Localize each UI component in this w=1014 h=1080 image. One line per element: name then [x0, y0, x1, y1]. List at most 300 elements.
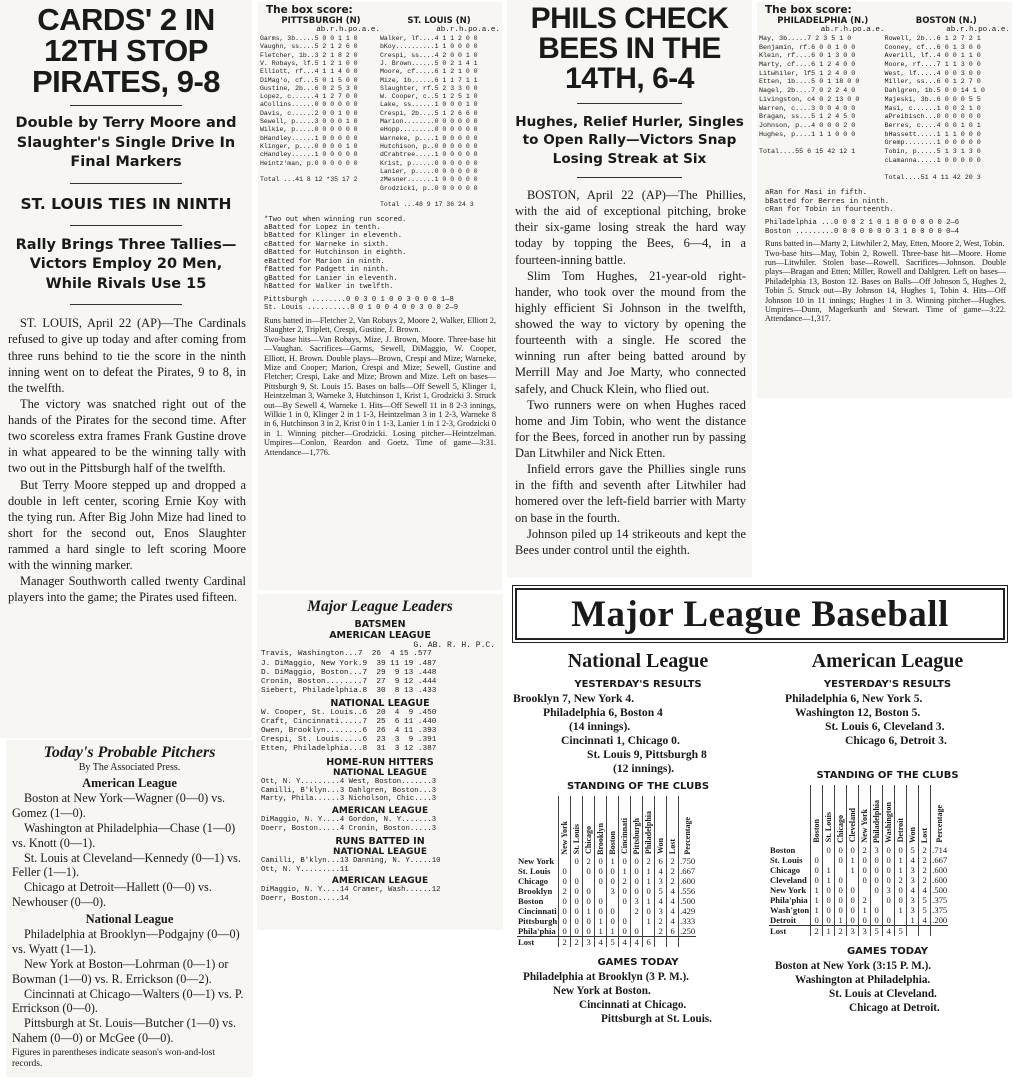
standings-lost-cell: 4: [619, 937, 631, 948]
standings-cell: 2: [667, 856, 679, 866]
leaders-american: AMERICAN LEAGUE: [329, 630, 431, 641]
mlb-al-game: Washington at Philadelphia.: [795, 973, 931, 986]
mlb-al-result: Washington 12, Boston 5.: [795, 705, 921, 719]
standings-cell: 2: [559, 886, 571, 896]
standings-cell: [811, 845, 823, 855]
standings-team: Cincinnati: [518, 906, 557, 917]
standings-column-header: [643, 796, 655, 856]
phils-paragraph: Infield errors gave the Phillies single runs in the fifth and seventh after Litwhiler had homered over the left-field barrier with Marty on base in the fourth.: [515, 462, 746, 525]
standings-team: St. Louis: [770, 854, 803, 865]
standings-cell: 1: [847, 865, 859, 875]
standings-cell: 0: [619, 886, 631, 896]
mlb-al-standings: [769, 785, 948, 936]
standings-team: Phila'phia: [518, 926, 556, 937]
standings-lost-cell: 4: [631, 937, 643, 948]
standings-cell: 2: [859, 845, 871, 855]
standings-cell: 4: [667, 906, 679, 916]
standings-column-header: [919, 785, 931, 845]
standings-cell: .375: [932, 904, 948, 915]
standings-cell: 4: [655, 896, 667, 906]
standings-cell: .600: [932, 874, 948, 885]
pirates-box-title: The box score:: [266, 4, 353, 16]
standings-cell: 0: [823, 845, 835, 855]
standings-cell: 3: [655, 906, 667, 916]
standings-cell: 0: [811, 915, 823, 926]
leaders-rbi-nl-rows: Camilli, B'klyn...13 Danning, N. Y.....10 Ott, N. Y.........11: [261, 857, 441, 874]
pitchers-nl-item: New York at Boston—Lohrman (0—1) or Bowman (1—0) vs. R. Errickson (0—2).: [12, 956, 229, 986]
standings-cell: 2: [919, 855, 931, 865]
standings-column-header: [595, 796, 607, 856]
mlb-al-game: Boston at New York (3:15 P. M.).: [775, 959, 932, 972]
standings-lost-cell: [931, 925, 949, 936]
standings-column-header: [823, 785, 835, 845]
standings-cell: 0: [571, 886, 583, 896]
standings-cell: 3: [631, 896, 643, 906]
mlb-nl-result: Cincinnati 1, Chicago 0.: [561, 733, 680, 747]
mlb-al-game: Chicago at Detroit.: [849, 1001, 940, 1014]
standings-row: [517, 916, 696, 926]
standings-lost-cell: 5: [871, 925, 883, 936]
mlb-al-games-title: GAMES TODAY: [846, 945, 929, 957]
standings-lost-row: [517, 937, 696, 948]
pitchers-al-item: Washington at Philadelphia—Chase (1—0) vs. Knott (0—1).: [12, 820, 236, 850]
pirates-box-summary: Runs batted in—Fletcher 2, Van Robays 2, Moore 2, Walker, Elliott 2, Slaughter 2, Triplett, Crespi, Gustine, J. Brown. Two-base hits—Van Robays, Mize, J. Brown, Moore. Three-base hit—Vaughan. Sacrifices—Garms, Sewell, DiMaggio, W. Cooper, Elliott, H. Brown. Double plays—Brown, Crespi and Mize; Warneke, Mize and Cooper; Marion, Crespi and Mize; Sewell, Gustine and Fletcher; Crespi, Lake and Mize; Brown and Mize. Left on bases—Pittsburgh 9, St. Louis 15. Bases on balls—Off Sewell 5, Klinger 1, Heintzelman 3, Warneke 3, Hutchinson 1, Krist 1, Grodzicki 3. Struck out—By Sewell 4, Warneke 1. Hits—Off Sewell 11 in 8 2-3 innings, Wilkie 1 in 0, Klinger 2 in 1 1-3, Heintzelman 3 in 1 2-3, Warneke 8 in 6, Hutchinson 3 in 2, Krist 0 in 1 1-3, Lanier 1 in 1 2-3, Grodzicki 0 in 1. Winning pitcher—Grodzicki. Losing pitcher—Heintzelman. Umpires—Conlon, Reardon and Goetz. Time of game—3:31. Attendance—1,776.: [264, 315, 496, 457]
standings-column-header: [607, 796, 619, 856]
leaders-hr-national: NATIONAL LEAGUE: [333, 768, 427, 779]
leaders-col-head: G. AB. R. H. P.C.: [413, 641, 495, 650]
standings-cell: [895, 915, 907, 926]
standings-cell: [823, 855, 835, 865]
standings-column-label: Washington: [884, 801, 894, 843]
standings-cell: 1: [811, 885, 823, 895]
standings-cell: 0: [619, 856, 631, 866]
standings-row: [517, 886, 696, 896]
standings-column-header: [631, 796, 643, 856]
standings-cell: 0: [643, 906, 655, 916]
standings-cell: 0: [631, 866, 643, 876]
mlb-nl-result: (14 innings).: [569, 719, 631, 733]
mlb-nl-result: Brooklyn 7, New York 4.: [513, 692, 635, 705]
standings-lost-cell: 4: [595, 937, 607, 948]
standings-column-label: Pittsburgh: [632, 817, 642, 855]
standings-cell: 0: [583, 896, 595, 906]
standings-cell: 0: [835, 845, 847, 855]
standings-cell: 0: [871, 915, 883, 926]
pitchers-title: Today's Probable Pitchers: [43, 744, 216, 761]
standings-team: Cleveland: [770, 874, 807, 885]
standings-cell: [643, 926, 655, 937]
standings-cell: 2: [619, 876, 631, 886]
pitchers-al-item: Chicago at Detroit—Hallett (0—0) vs. Newhouser (0—0).: [12, 880, 212, 910]
standings-corner: [517, 796, 559, 856]
standings-cell: 3: [883, 885, 895, 895]
standings-cell: 0: [583, 866, 595, 876]
standings-column-label: Won: [656, 838, 666, 855]
mlb-al-column: [765, 650, 1010, 1076]
pirates-box-right-lines: Walker, lf....4 1 1 2 0 0 bKoy..........1 1 0 0 0 0 Crespi, ss....4 2 0 0 1 0 J. Brown......5 0 2 1 4 1 Moore, cf.....6 1 2 1 0 0 Mize, 1b......6 1 1 7 1 1 Slaughter, rf.5 2 3 3 0 0 W. Cooper, c..5 1 2 5 1 0 Lake, ss......1 0 0 0 1 0 Crespi, 2b....5 1 2 6 6 0 Marion........0 0 0 0 0 0 eHopp.........0 0 0 0 0 0 Warneke, p....1 0 0 0 0 0 Hutchison, p..0 0 0 0 0 0 dCrabtree.....1 0 0 0 0 0 Krist, p......0 0 0 0 0 0 Lanier, p.....0 0 0 0 0 0 zMesner.......1 0 0 0 0 0 Grodzicki, p..0 0 0 0 0 0 Total ...48 9 17 36 24 3: [380, 34, 478, 209]
standings-cell: .667: [680, 866, 696, 877]
standings-lost-cell: 3: [583, 937, 595, 948]
standings-lost-cell: [667, 937, 679, 948]
standings-team: Boston: [770, 844, 796, 855]
pirates-box-notes: *Two out when winning run scored. aBatted for Lopez in tenth. bBatted for Klinger in eleventh. cBatted for Warneke in sixth. dBatted for Hutchinson in eighth. eBatted for Marion in ninth. fBatted for Padgett in ninth. gBatted for Lanier in eleventh. hBatted for Walker in twelfth.: [264, 215, 407, 292]
standings-cell: 1: [643, 896, 655, 906]
standings-cell: 3: [907, 865, 919, 875]
standings-cell: 0: [823, 905, 835, 915]
standings-cell: 5: [655, 886, 667, 896]
standings-header-row: [517, 796, 696, 856]
standings-cell: 2: [655, 916, 667, 926]
standings-cell: 0: [607, 866, 619, 876]
standings-cell: 1: [595, 926, 607, 937]
standings-column-label: Boston: [608, 830, 618, 855]
mlb-banner: Major League Baseball: [571, 594, 949, 635]
standings-row: [769, 845, 948, 855]
standings-cell: 0: [835, 855, 847, 865]
standings-column-label: Cincinnati: [620, 818, 630, 855]
standings-cell: 1: [607, 926, 619, 937]
standings-cell: 1: [583, 906, 595, 916]
standings-cell: [619, 906, 631, 916]
standings-cell: 0: [859, 875, 871, 885]
standings-cell: .600: [932, 864, 948, 875]
standings-row: [769, 865, 948, 875]
phils-box-left-head: PHILADELPHIA (N.): [777, 16, 869, 26]
standings-cell: 3: [907, 905, 919, 915]
standings-cell: 0: [595, 876, 607, 886]
standings-cell: 1: [835, 915, 847, 926]
standings-cell: 0: [583, 886, 595, 896]
standings-cell: 0: [571, 906, 583, 916]
pitchers-al-item: Boston at New York—Wagner (0—0) vs. Gomez (1—0).: [12, 791, 226, 820]
standings-cell: 1: [859, 905, 871, 915]
standings-cell: 0: [871, 855, 883, 865]
standings-column-header: [655, 796, 667, 856]
standings-column-header: [883, 785, 895, 845]
standings-lost-cell: 3: [847, 925, 859, 936]
pitchers-al-item: St. Louis at Cleveland—Kennedy (0—1) vs. Feller (1—1).: [12, 850, 241, 880]
pitchers-nl-item: Cincinnati at Chicago—Walters (0—1) vs. P. Errickson (0—0).: [12, 986, 244, 1016]
standings-cell: 1: [895, 855, 907, 865]
mlb-nl-column: [513, 650, 763, 1076]
standings-cell: 2: [919, 845, 931, 855]
phils-box-right-head: BOSTON (N.): [915, 16, 977, 26]
phils-paragraph: Two runners were on when Hughes raced home and Jim Tobin, who went the distance for the Bees, forced in another run by passing Dan Litwhiler and Nick Etten.: [515, 397, 746, 461]
standings-cell: 4: [667, 896, 679, 906]
pitchers-byline: By The Associated Press.: [78, 762, 181, 773]
standings-cell: .250: [680, 926, 696, 937]
mlb-clip: [509, 582, 1012, 1078]
standings-cell: 0: [571, 916, 583, 926]
standings-cell: 0: [823, 895, 835, 905]
phils-headline: PHILS CHECK BEES IN THE 14TH, 6-4: [530, 2, 729, 95]
standings-row: [769, 895, 948, 905]
standings-cell: 4: [919, 885, 931, 895]
standings-lost-cell: 2: [571, 937, 583, 948]
phils-box-title: The box score:: [765, 4, 852, 16]
standings-column-header: [835, 785, 847, 845]
leaders-al-rows: Travis, Washington...7 26 4 15 .577 J. DiMaggio, New York.9 39 11 19 .487 D. DiMaggio, Boston...7 29 9 13 .448 Cronin, Boston........7 27 9 12 .444 Siebert, Philadelphia.8 30 8 13 .433: [261, 650, 437, 695]
standings-cell: 0: [619, 926, 631, 937]
phils-box-summary: Runs batted in—Marty 2, Litwhiler 2, May, Etten, Moore 2, West, Tobin. Two-base hits—May, Tobin 2, Rowell. Three-base hit—Moore. Home run—Litwhiler. Stolen base—Rowell. Sacrifices—Johnson. Double plays—Bragan and Etten; Miller, Rowell and Dahlgren. Left on bases—Philadelphia 13, Boston 12. Bases on Balls—Off Johnson 5, Hughes 2, Tobin 5. Struck out—By Johnson 14, Hughes 1, Tobin 4. Hits—Off Johnson 10 in 11 innings; Hughes 1 in 3. Winning pitcher—Hughes. Umpires—Dunn, Magerkurth and Stewart. Time of game—3:22. Attendance—1,317.: [765, 239, 1006, 324]
standings-column-label: New York: [560, 820, 570, 855]
standings-column-label: Philadelphia: [872, 799, 882, 843]
standings-row: [517, 906, 696, 916]
mlb-nl-game: New York at Boston.: [553, 985, 651, 998]
standings-cell: 0: [883, 875, 895, 885]
mlb-nl-game: Pittsburgh at St. Louis.: [601, 1013, 712, 1026]
standings-cell: .333: [680, 916, 696, 927]
standings-cell: 1: [811, 905, 823, 915]
standings-lost-cell: 2: [835, 925, 847, 936]
standings-cell: 0: [847, 905, 859, 915]
cardinals-paragraph: The victory was snatched right out of the hands of the Pirates for the second time. After two scoreless extra frames Frank Gustine drove in what appeared to be the winning tally with two out in the Pittsburgh half of the twelfth.: [8, 396, 246, 476]
standings-row: [769, 875, 948, 885]
standings-cell: .600: [680, 876, 696, 887]
standings-cell: 1: [823, 875, 835, 885]
standings-lost-label: Lost: [770, 925, 787, 936]
standings-cell: 0: [871, 865, 883, 875]
standings-column-label: Lost: [920, 827, 930, 843]
standings-column-label: Percentage: [683, 816, 693, 855]
standings-row: [769, 915, 948, 926]
mlb-al-result: Chicago 6, Detroit 3.: [845, 733, 947, 747]
standings-column-header: [811, 785, 823, 845]
standings-team: Brooklyn: [518, 886, 553, 897]
pirates-box-right-head: ST. LOUIS (N): [407, 16, 471, 26]
standings-team: St. Louis: [518, 866, 551, 877]
standings-cell: .429: [680, 906, 696, 917]
standings-cell: 0: [619, 916, 631, 926]
standings-cell: 3: [871, 845, 883, 855]
leaders-rbi-national: NATIONAL LEAGUE: [333, 847, 427, 858]
standings-column-header: [907, 785, 919, 845]
standings-cell: 0: [847, 915, 859, 926]
standings-lost-cell: 4: [883, 925, 895, 936]
standings-cell: 0: [811, 855, 823, 865]
standings-column-header: [571, 796, 583, 856]
standings-column-header: [895, 785, 907, 845]
standings-cell: [631, 916, 643, 926]
standings-cell: 0: [559, 906, 571, 916]
standings-cell: 0: [859, 855, 871, 865]
standings-row: [517, 866, 696, 876]
pirates-box-subhead: ab.r.h.po.a.e.: [316, 26, 380, 34]
standings-cell: 1: [823, 865, 835, 875]
standings-lost-cell: 2: [559, 937, 571, 948]
standings-cell: 0: [571, 876, 583, 886]
standings-cell: 2: [583, 856, 595, 866]
phils-paragraph: Slim Tom Hughes, 21-year-old right-hander, who took over the mound from the highly efficient Si Johnson in the twelfth, showed the way to victory by opening the fourteenth with a single. He scored the winning run after being batted around by Merrill May and Joe Marty, who connected safely, and Chuck Klein, who flied out.: [515, 268, 746, 396]
leaders-national: NATIONAL LEAGUE: [330, 697, 430, 709]
mlb-nl-result: St. Louis 9, Pittsburgh 8: [587, 747, 707, 761]
standings-header-row: [769, 785, 948, 845]
leaders-clip: [257, 594, 503, 930]
standings-cell: [571, 866, 583, 876]
standings-cell: 0: [859, 865, 871, 875]
standings-lost-cell: 3: [859, 925, 871, 936]
standings-cell: .500: [680, 896, 696, 907]
pirates-box-left-lines: Garms, 3b.....5 0 0 1 1 0 Vaughn, ss....5 2 1 2 6 0 Fletcher, 1b..3 2 1 8 2 0 V. Robays, lf.5 1 2 1 0 0 Elliott, rf...4 1 1 4 0 0 DiMag'o, cf...5 0 1 5 0 0 Gustine, 2b...6 0 2 5 3 0 Lopez, c......4 1 2 7 0 0 aCollins......0 0 0 0 0 0 Davis, c......2 0 0 1 0 0 Sewell, p.....3 0 0 0 1 0 Wilkie, p.....0 0 0 0 0 0 bHandley......1 0 0 0 0 0 Klinger, p....0 0 0 0 1 0 cHandley......1 0 0 0 0 0 Heintz'man, p.0 0 0 0 0 0 Total ...41 8 12 *35 17 2: [260, 34, 358, 184]
standings-lost-cell: [655, 937, 667, 948]
leaders-nl-rows: W. Cooper, St. Louis..6 20 4 9 .450 Craft, Cincinnati.....7 25 6 11 .440 Owen, Brooklyn........6 26 4 11 .393 Crespi, St. Louis.....6 23 3 9 .391 Etten, Philadelphia...8 31 3 12 .387: [261, 708, 437, 754]
phils-box-notes: aRan for Masi in fifth. bBatted for Berres in ninth. cRan for Tobin in fourteenth.: [765, 188, 894, 215]
standings-team: Chicago: [770, 864, 801, 875]
standings-column-label: Philadelphia: [644, 811, 654, 855]
standings-lost-label: Lost: [518, 937, 535, 948]
cardinals-deck-1: Double by Terry Moore and Slaughter's Single Drive In Final Markers: [15, 115, 237, 171]
phils-box-linescore: Philadelphia ...0 0 0 2 1 0 1 0 0 0 0 0 0 2—6 Boston .........0 0 0 0 0 0 0 3 1 0 0 0 0 0—4: [765, 219, 960, 236]
standings-cell: 0: [895, 895, 907, 905]
standings-column-header: [931, 785, 949, 845]
standings-cell: 0: [883, 855, 895, 865]
phils-story-clip: [507, 0, 752, 578]
standings-cell: 1: [619, 866, 631, 876]
standings-row: [769, 885, 948, 895]
pitchers-nl-item: Pittsburgh at St. Louis—Butcher (1—0) vs. Nahem (0—0) or McGee (0—0).: [12, 1016, 237, 1046]
standings-column-label: Cleveland: [848, 808, 858, 843]
phils-paragraph: Johnson piled up 14 strikeouts and kept the Bees under control until the eighth.: [515, 526, 746, 557]
standings-cell: 2: [667, 866, 679, 876]
mlb-nl-results-title: YESTERDAY'S RESULTS: [574, 679, 702, 690]
phils-box-left-lines: May, 3b.....7 2 3 5 1 0 Benjamin, rf.6 0 0 1 0 0 Klein, rf....6 0 1 3 0 0 Marty, cf....6 1 2 4 0 0 Litwhiler, lf5 1 2 4 0 0 Etten, 1b....5 0 1 18 0 0 Nagel, 2b....7 0 2 2 4 0 Livingston, c4 0 2 13 0 0 Warren, c....3 0 0 4 0 0 Bragan, ss...5 1 2 4 5 0 Johnson, p...4 0 0 0 2 0 Hughes, p....1 1 1 0 0 0 Total....55 6 15 42 12 1: [759, 34, 860, 157]
pitchers-clip: [6, 740, 253, 1077]
mlb-al-results-title: YESTERDAY'S RESULTS: [823, 679, 952, 690]
standings-cell: 0: [871, 905, 883, 915]
mlb-nl-game: Philadelphia at Brooklyn (3 P. M.).: [523, 971, 689, 984]
standings-lost-cell: [919, 925, 931, 936]
standings-cell: 2: [919, 875, 931, 885]
standings-cell: 0: [631, 856, 643, 866]
standings-cell: 0: [559, 866, 571, 876]
leaders-hr-american: AMERICAN LEAGUE: [331, 806, 429, 817]
standings-cell: 0: [619, 896, 631, 906]
standings-cell: 0: [631, 926, 643, 937]
standings-cell: 0: [559, 926, 571, 937]
standings-cell: [607, 896, 619, 906]
standings-row: [769, 905, 948, 915]
standings-cell: 5: [919, 905, 931, 915]
standings-cell: 0: [847, 885, 859, 895]
standings-cell: [883, 905, 895, 915]
standings-cell: .750: [680, 856, 696, 867]
standings-cell: 0: [859, 915, 871, 926]
standings-cell: 0: [607, 906, 619, 916]
standings-column-label: Percentage: [935, 805, 945, 843]
standings-column-label: Detroit: [896, 818, 906, 843]
pitchers-nl-item: Philadelphia at Brooklyn—Podgajny (0—0) vs. Wyatt (1—1).: [12, 927, 240, 956]
phils-box-right-lines: Rowell, 2b...6 1 2 7 2 1 Cooney, cf...6 0 1 3 0 0 Averill, lf..4 0 0 1 1 0 Moore, rf....7 1 1 3 0 0 West, lf.....4 0 0 3 0 0 Miller, ss...6 0 1 2 7 0 Dahlgren, 1b.5 0 0 14 1 0 Majeski, 3b..6 0 0 0 5 5 Masi, c......1 0 0 2 1 0 aPreibisch...0 0 0 0 0 0 Berres, c....4 0 0 1 0 1 bHassett.....1 1 1 0 0 0 Gremp........1 0 0 0 0 0 Tobin, p.....5 1 3 1 3 0 cLamanna.....1 0 0 0 0 0 Total....51 4 11 42 20 3: [884, 34, 985, 183]
standings-cell: 6: [667, 926, 679, 937]
standings-cell: 1: [907, 915, 919, 926]
cardinals-deck-3: Rally Brings Three Tallies—Victors Employ 20 Men, While Rivals Use 15: [15, 236, 237, 292]
leaders-rbi-al-rows: DiMaggio, N. Y....14 Cramer, Wash......12 Doerr, Boston.....14: [261, 886, 441, 904]
standings-lost-cell: [679, 937, 697, 948]
standings-team: Wash'gton: [770, 904, 810, 915]
standings-team: Boston: [518, 896, 544, 907]
phils-box-clip: [757, 2, 1012, 398]
phils-box-subhead: ab.r.h.po.a.e.: [946, 26, 1010, 34]
standings-cell: 2: [895, 875, 907, 885]
standings-cell: 3: [655, 876, 667, 886]
standings-cell: 0: [835, 885, 847, 895]
leaders-hr-nl-rows: Ott, N. Y.........4 West, Boston.......3 Camilli, B'klyn...3 Dahlgren, Boston...3 Marty, Phila......3 Nicholson, Chic....3: [261, 778, 437, 804]
standings-cell: 4: [907, 885, 919, 895]
standings-team: New York: [518, 856, 555, 867]
mlb-nl-result: (12 innings).: [613, 761, 675, 775]
pirates-box-clip: [258, 2, 502, 590]
leaders-batsmen: BATSMEN: [354, 619, 406, 630]
standings-team: New York: [770, 884, 807, 895]
standings-column-header: [667, 796, 679, 856]
pirates-box-linescore: Pittsburgh ........0 0 3 0 1 0 0 3 0 0 0 1—8 St. Louis ..........0 0 1 0 0 4 0 0 3 0 0 2—9: [264, 295, 459, 313]
standings-lost-cell: 5: [895, 925, 907, 936]
standings-row: [517, 926, 696, 937]
mlb-nl-standing-title: STANDING OF THE CLUBS: [566, 781, 710, 793]
standings-cell: 4: [919, 915, 931, 926]
standings-column-label: St. Louis: [824, 812, 834, 843]
standings-cell: .500: [932, 884, 948, 895]
standings-cell: 0: [583, 926, 595, 937]
standings-cell: [559, 856, 571, 866]
standings-column-header: [679, 796, 697, 856]
standings-cell: .375: [932, 894, 948, 905]
standings-column-label: Lost: [668, 839, 678, 855]
mlb-al-title: American League: [811, 650, 964, 672]
leaders-hr-al-rows: DiMaggio, N. Y....4 Gordon, N. Y.......3 Doerr, Boston.....4 Cronin, Boston.....3: [261, 816, 437, 833]
pitchers-footnote: Figures in parentheses indicate season's won-and-lost records.: [12, 1048, 216, 1070]
standings-cell: 0: [883, 915, 895, 926]
standings-cell: 0: [883, 895, 895, 905]
standings-cell: 3: [907, 895, 919, 905]
standings-column-label: Chicago: [584, 826, 594, 855]
standings-cell: 0: [823, 885, 835, 895]
standings-cell: 4: [907, 855, 919, 865]
standings-column-header: [871, 785, 883, 845]
mlb-al-game: St. Louis at Cleveland.: [829, 987, 937, 1000]
standings-column-label: Brooklyn: [596, 822, 606, 855]
standings-cell: 0: [583, 916, 595, 926]
standings-cell: 1: [643, 876, 655, 886]
standings-lost-row: [769, 925, 948, 936]
standings-cell: 0: [559, 896, 571, 906]
standings-lost-cell: 5: [607, 937, 619, 948]
standings-cell: 1: [607, 856, 619, 866]
standings-column-header: [847, 785, 859, 845]
standings-cell: 0: [595, 906, 607, 916]
standings-lost-cell: 6: [643, 937, 655, 948]
phils-deck: Hughes, Relief Hurler, Singles to Open Rally—Victors Snap Losing Streak at Six: [515, 114, 744, 167]
standings-cell: [859, 885, 871, 895]
standings-cell: 0: [571, 926, 583, 937]
standings-lost-cell: [907, 925, 919, 936]
standings-column-label: Won: [908, 826, 918, 843]
mlb-banner-box: [515, 588, 1005, 640]
standings-cell: 0: [883, 845, 895, 855]
standings-cell: 0: [811, 875, 823, 885]
mlb-al-result: Philadelphia 6, New York 5.: [785, 692, 923, 705]
standings-cell: 5: [919, 895, 931, 905]
mlb-al-result: St. Louis 6, Cleveland 3.: [825, 719, 945, 733]
standings-cell: 6: [655, 856, 667, 866]
cardinals-headline: CARDS' 2 IN 12TH STOP PIRATES, 9-8: [31, 2, 221, 99]
pirates-box-left-head: PITTSBURGH (N): [281, 16, 361, 26]
standings-lost-cell: 1: [823, 925, 835, 936]
mlb-nl-result: Philadelphia 6, Boston 4: [543, 705, 663, 719]
standings-cell: .556: [680, 886, 696, 897]
standings-cell: 2: [643, 856, 655, 866]
standings-cell: 1: [895, 905, 907, 915]
